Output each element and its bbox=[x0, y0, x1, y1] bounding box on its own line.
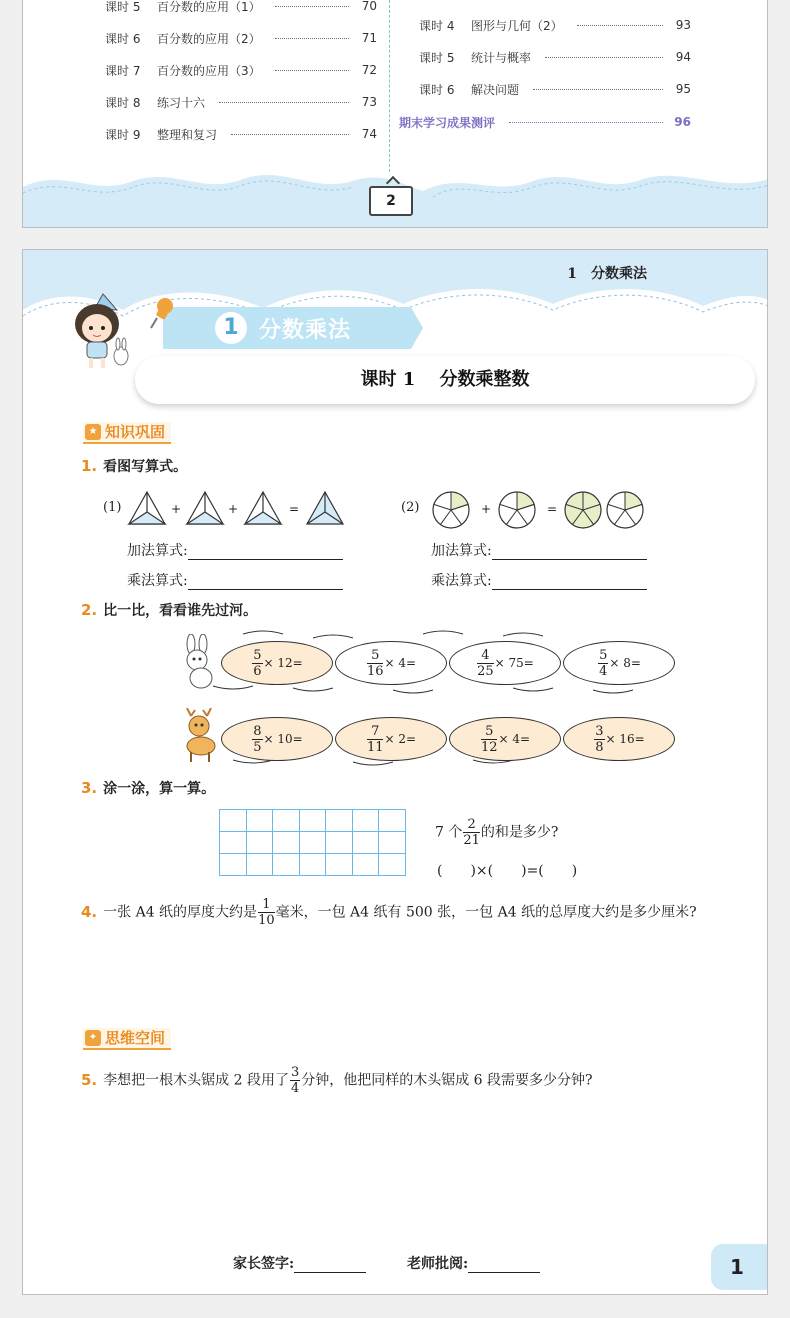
question-2 bbox=[81, 600, 257, 620]
denominator: 10 bbox=[258, 913, 275, 928]
deer-icon bbox=[177, 708, 225, 764]
question-3 bbox=[81, 778, 215, 798]
pie-circle-icon bbox=[431, 490, 471, 530]
unit-banner bbox=[163, 307, 411, 349]
multiplication-answer-1[interactable] bbox=[127, 570, 343, 590]
text: 7 个 bbox=[435, 824, 463, 841]
expression: × 2= bbox=[384, 732, 417, 746]
toc-lesson: 课时 7 bbox=[105, 63, 141, 78]
expression: × 75= bbox=[494, 656, 534, 670]
numerator: 7 bbox=[367, 725, 384, 740]
item-label: (1) bbox=[103, 500, 122, 515]
answer-blank[interactable] bbox=[188, 576, 343, 590]
numerator: 1 bbox=[258, 898, 275, 913]
question-4 bbox=[81, 898, 697, 927]
fraction bbox=[252, 649, 262, 678]
expression: × 12= bbox=[263, 656, 303, 670]
item-label: (2) bbox=[401, 500, 420, 515]
unit-title: 分数乘法 bbox=[259, 317, 352, 343]
field-label: 乘法算式: bbox=[431, 573, 492, 589]
river-stone[interactable] bbox=[335, 641, 447, 685]
river-stone[interactable] bbox=[563, 641, 675, 685]
toc-lesson: 课时 9 bbox=[105, 127, 141, 142]
toc-row[interactable] bbox=[105, 28, 377, 48]
toc-leader bbox=[275, 70, 349, 71]
fraction bbox=[477, 649, 494, 678]
answer-blank[interactable] bbox=[492, 576, 647, 590]
toc-lesson: 课时 6 bbox=[419, 82, 455, 97]
river-stone[interactable] bbox=[221, 641, 333, 685]
toc-lesson: 课时 4 bbox=[419, 18, 455, 33]
fraction bbox=[594, 725, 604, 754]
section-label: 思维空间 bbox=[105, 1029, 166, 1047]
numerator: 4 bbox=[477, 649, 494, 664]
toc-leader bbox=[545, 57, 663, 58]
question-text: 一张 A4 纸的厚度大约是 bbox=[103, 904, 258, 921]
equals-sign: = bbox=[289, 502, 300, 516]
parent-signature-blank[interactable] bbox=[294, 1259, 366, 1273]
equals-sign: = bbox=[547, 502, 558, 516]
running-head: 1 分数乘法 bbox=[567, 266, 647, 282]
section-tag-knowledge bbox=[83, 422, 171, 444]
river-stone[interactable] bbox=[221, 717, 333, 761]
toc-row[interactable] bbox=[105, 92, 377, 112]
question-5 bbox=[81, 1066, 593, 1095]
toc-title: 图形与几何（2） bbox=[471, 18, 563, 33]
plus-sign: + bbox=[228, 502, 239, 516]
multiplication-answer-2[interactable] bbox=[431, 570, 647, 590]
denominator: 11 bbox=[366, 739, 384, 755]
river-stone[interactable] bbox=[449, 641, 561, 685]
toc-lesson: 课时 5 bbox=[105, 0, 141, 14]
toc-title: 百分数的应用（2） bbox=[157, 31, 261, 46]
section-tag-thinking bbox=[83, 1028, 171, 1050]
toc-row[interactable] bbox=[419, 79, 691, 99]
numerator: 5 bbox=[599, 647, 608, 663]
question-text: 看图写算式。 bbox=[103, 459, 188, 475]
triangle-figure-icon bbox=[305, 490, 345, 526]
question-1 bbox=[81, 456, 187, 476]
unit-number-badge: 1 bbox=[215, 312, 247, 344]
addition-answer-1[interactable] bbox=[127, 540, 343, 560]
plus-sign: + bbox=[171, 502, 182, 516]
expression: × 8= bbox=[609, 656, 641, 670]
lightbulb-icon: ✦ bbox=[85, 1030, 101, 1046]
numerator: 5 bbox=[253, 647, 262, 663]
toc-row[interactable] bbox=[419, 47, 691, 67]
fraction bbox=[290, 1066, 300, 1095]
question-text: 李想把一根木头锯成 2 段用了 bbox=[103, 1072, 289, 1089]
numerator: 2 bbox=[463, 818, 480, 833]
toc-title: 期末学习成果测评 bbox=[399, 115, 496, 130]
numerator: 3 bbox=[595, 723, 604, 739]
triangle-figure-icon bbox=[127, 490, 167, 526]
toc-leader bbox=[533, 89, 663, 90]
river-stone[interactable] bbox=[449, 717, 561, 761]
toc-page: 74 bbox=[361, 127, 377, 141]
toc-title: 整理和复习 bbox=[157, 127, 218, 142]
question-number: 5. bbox=[81, 1070, 98, 1089]
river-stone[interactable] bbox=[335, 717, 447, 761]
toc-title: 练习十六 bbox=[157, 95, 206, 110]
toc-lesson: 课时 5 bbox=[419, 50, 455, 65]
expression: × 4= bbox=[384, 656, 417, 670]
addition-answer-2[interactable] bbox=[431, 540, 647, 560]
toc-page: 70 bbox=[361, 0, 377, 13]
parent-signature-label: 家长签字: bbox=[233, 1256, 295, 1272]
fraction bbox=[367, 649, 384, 678]
teacher-review-blank[interactable] bbox=[468, 1259, 540, 1273]
numerator: 3 bbox=[290, 1065, 300, 1080]
plus-sign: + bbox=[481, 502, 492, 516]
pie-circle-icon bbox=[497, 490, 537, 530]
previous-page bbox=[22, 0, 768, 228]
signature-area bbox=[233, 1253, 576, 1273]
question-text: 涂一涂，算一算。 bbox=[103, 781, 216, 797]
pie-circle-icon bbox=[563, 490, 603, 530]
toc-title: 解决问题 bbox=[471, 82, 520, 97]
denominator: 5 bbox=[253, 739, 262, 755]
field-label: 加法算式: bbox=[127, 543, 188, 559]
question-text: 比一比，看看谁先过河。 bbox=[103, 603, 258, 619]
denominator: 12 bbox=[480, 739, 498, 755]
toc-page: 95 bbox=[675, 82, 691, 96]
toc-lesson: 课时 6 bbox=[105, 31, 141, 46]
rabbit-icon bbox=[175, 634, 223, 690]
toc-leader bbox=[231, 134, 349, 135]
toc-title: 统计与概率 bbox=[471, 50, 532, 65]
toc-leader bbox=[577, 25, 663, 26]
q3-answer-blanks[interactable]: ( )×( )=( ) bbox=[437, 863, 578, 879]
toc-page: 73 bbox=[361, 95, 377, 109]
expression: × 16= bbox=[605, 732, 645, 746]
toc-page: 96 bbox=[674, 115, 691, 129]
triangle-figure-icon bbox=[185, 490, 225, 526]
numerator: 5 bbox=[367, 649, 384, 664]
question-text: 分钟，他把同样的木头锯成 6 段需要多少分钟? bbox=[301, 1072, 593, 1089]
star-icon: ★ bbox=[85, 424, 101, 440]
toc-row[interactable] bbox=[419, 15, 691, 35]
denominator: 8 bbox=[595, 739, 604, 755]
pushpin-icon bbox=[147, 296, 177, 332]
numerator: 5 bbox=[481, 725, 498, 740]
toc-title: 百分数的应用（3） bbox=[157, 63, 261, 78]
denominator: 16 bbox=[366, 663, 384, 679]
toc-leader bbox=[275, 38, 349, 39]
triangle-figure-icon bbox=[243, 490, 283, 526]
denominator: 25 bbox=[477, 663, 494, 679]
denominator: 4 bbox=[290, 1081, 300, 1096]
toc-page: 94 bbox=[675, 50, 691, 64]
question-number: 1. bbox=[81, 457, 98, 475]
toc-page: 93 bbox=[675, 18, 691, 32]
q3-question bbox=[435, 818, 558, 847]
fraction bbox=[481, 725, 498, 754]
fraction bbox=[252, 725, 262, 754]
answer-blank[interactable] bbox=[492, 546, 647, 560]
teacher-review-label: 老师批阅: bbox=[407, 1256, 469, 1272]
toc-row-final-test[interactable] bbox=[399, 112, 691, 132]
toc-leader bbox=[219, 102, 349, 103]
toc-page: 71 bbox=[361, 31, 377, 45]
toc-row[interactable] bbox=[105, 60, 377, 80]
page-number: 2 bbox=[369, 186, 413, 216]
toc-lesson: 课时 8 bbox=[105, 95, 141, 110]
pie-circle-icon bbox=[605, 490, 645, 530]
girl-mascot-icon bbox=[67, 292, 137, 372]
toc-row[interactable] bbox=[105, 124, 377, 144]
toc-divider bbox=[389, 0, 390, 172]
denominator: 21 bbox=[463, 833, 480, 848]
answer-blank[interactable] bbox=[188, 546, 343, 560]
page-number: 1 bbox=[711, 1244, 767, 1290]
expression: × 10= bbox=[263, 732, 303, 746]
fraction bbox=[258, 898, 275, 927]
question-text: 毫米，一包 A4 纸有 500 张，一包 A4 纸的总厚度大约是多少厘米? bbox=[275, 904, 697, 921]
toc-title: 百分数的应用（1） bbox=[157, 0, 261, 14]
fraction bbox=[598, 649, 608, 678]
question-number: 2. bbox=[81, 601, 98, 619]
toc-page: 72 bbox=[361, 63, 377, 77]
coloring-grid[interactable] bbox=[219, 809, 406, 876]
lesson-title: 课时 1 分数乘整数 bbox=[135, 356, 755, 404]
field-label: 加法算式: bbox=[431, 543, 492, 559]
expression: × 4= bbox=[498, 732, 531, 746]
workbook-page bbox=[22, 249, 768, 1295]
fraction bbox=[463, 818, 480, 847]
toc-row[interactable] bbox=[105, 0, 377, 16]
fraction bbox=[367, 725, 384, 754]
denominator: 4 bbox=[599, 663, 608, 679]
field-label: 乘法算式: bbox=[127, 573, 188, 589]
toc-leader bbox=[275, 6, 349, 7]
river-stone[interactable] bbox=[563, 717, 675, 761]
text: 的和是多少? bbox=[480, 824, 559, 841]
question-number: 3. bbox=[81, 779, 98, 797]
toc-leader bbox=[509, 122, 663, 123]
question-number: 4. bbox=[81, 902, 98, 921]
denominator: 6 bbox=[253, 663, 262, 679]
numerator: 8 bbox=[253, 723, 262, 739]
section-label: 知识巩固 bbox=[105, 423, 166, 441]
